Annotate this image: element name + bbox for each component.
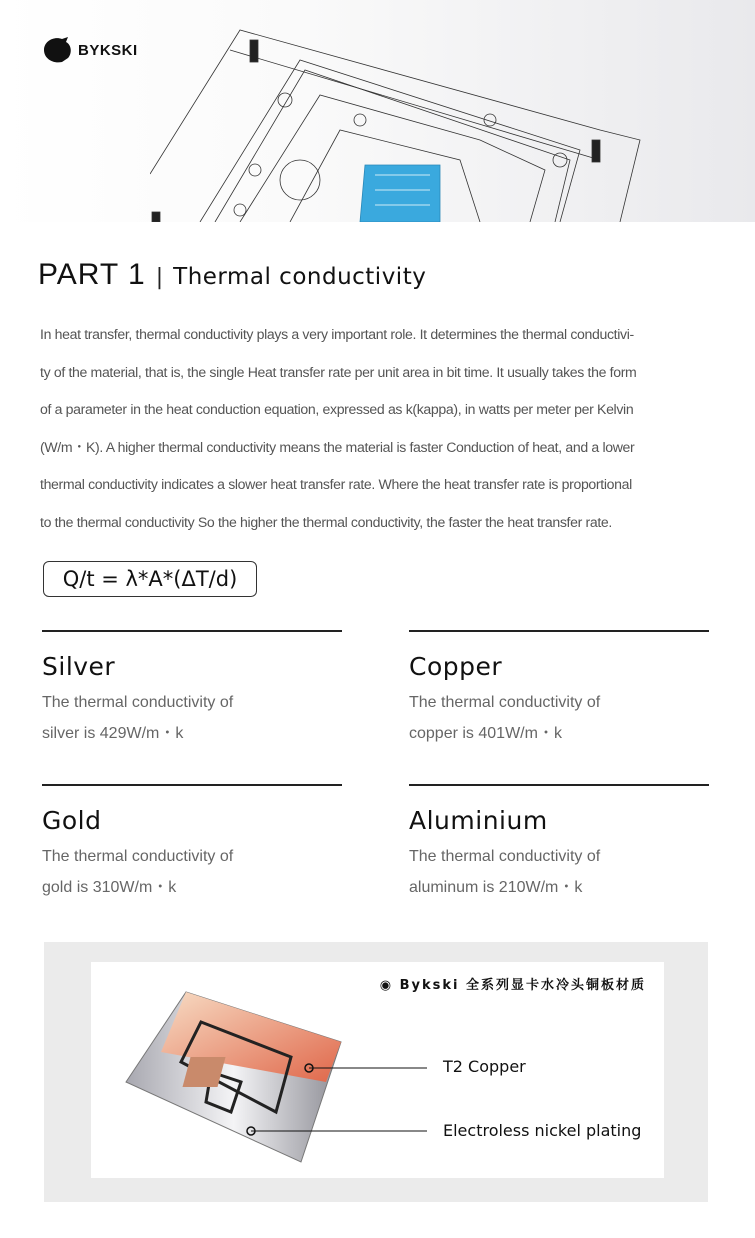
material-copper: [409, 630, 709, 749]
material-desc: [42, 841, 342, 903]
material-gold: [42, 784, 342, 903]
intro-line: thermal conductivity indicates a slower heat transfer rate. Where the heat transfer rate is proportional: [40, 476, 632, 493]
material-name: Copper: [409, 652, 503, 681]
material-name: Gold: [42, 806, 102, 835]
part-number: PART 1: [38, 258, 146, 291]
comparison-panel: [91, 962, 664, 1178]
section-title: Thermal conductivity: [173, 264, 427, 290]
material-name: Aluminium: [409, 806, 548, 835]
waterblock-sketch: [150, 0, 755, 222]
material-aluminium: [409, 784, 709, 903]
comparison-caption: ◉ Bykski 全系列显卡水冷头铜板材质: [379, 978, 646, 993]
material-name: Silver: [42, 652, 116, 681]
intro-line: In heat transfer, thermal conductivity plays a very important role. It determines the thermal conductivi-: [40, 326, 634, 342]
heading-separator: |: [155, 265, 164, 290]
material-desc: [409, 841, 709, 903]
copper-plate-illustration: [91, 962, 664, 1178]
desc-line: silver is 429W/m・k: [42, 725, 184, 742]
section-heading: [38, 258, 426, 292]
intro-line: ty of the material, that is, the single Heat transfer rate per unit area in bit time. It usually takes the form: [40, 363, 637, 380]
divider: [409, 784, 709, 786]
desc-line: The thermal conductivity of: [42, 848, 234, 865]
formula-box: Q/t = λ*A*(ΔT/d): [43, 561, 257, 597]
intro-paragraph: [40, 316, 712, 542]
bykski-logo: [40, 36, 138, 64]
intro-line: to the thermal conductivity So the higher the thermal conductivity, the faster the heat transfer rate.: [40, 513, 612, 530]
material-silver: [42, 630, 342, 749]
desc-line: gold is 310W/m・k: [42, 879, 177, 896]
desc-line: The thermal conductivity of: [42, 694, 234, 711]
desc-line: The thermal conductivity of: [409, 694, 601, 711]
desc-line: copper is 401W/m・k: [409, 725, 562, 742]
divider: [409, 630, 709, 632]
material-desc: [409, 687, 709, 749]
desc-line: aluminum is 210W/m・k: [409, 879, 583, 896]
label-nickel-plating: Electroless nickel plating: [443, 1121, 642, 1140]
divider: [42, 630, 342, 632]
intro-line: (W/m・K). A higher thermal conductivity means the material is faster Conduction of heat, and a lower: [40, 438, 635, 455]
label-t2-copper: T2 Copper: [443, 1057, 526, 1076]
divider: [42, 784, 342, 786]
desc-line: The thermal conductivity of: [409, 848, 601, 865]
intro-line: of a parameter in the heat conduction equation, expressed as k(kappa), in watts per meter per Kelvin: [40, 401, 634, 418]
material-comparison: [44, 942, 708, 1202]
hero-banner: [0, 0, 755, 222]
logo-text: BYKSKI: [78, 41, 138, 59]
dragon-logo-icon: [40, 36, 76, 64]
material-desc: [42, 687, 342, 749]
